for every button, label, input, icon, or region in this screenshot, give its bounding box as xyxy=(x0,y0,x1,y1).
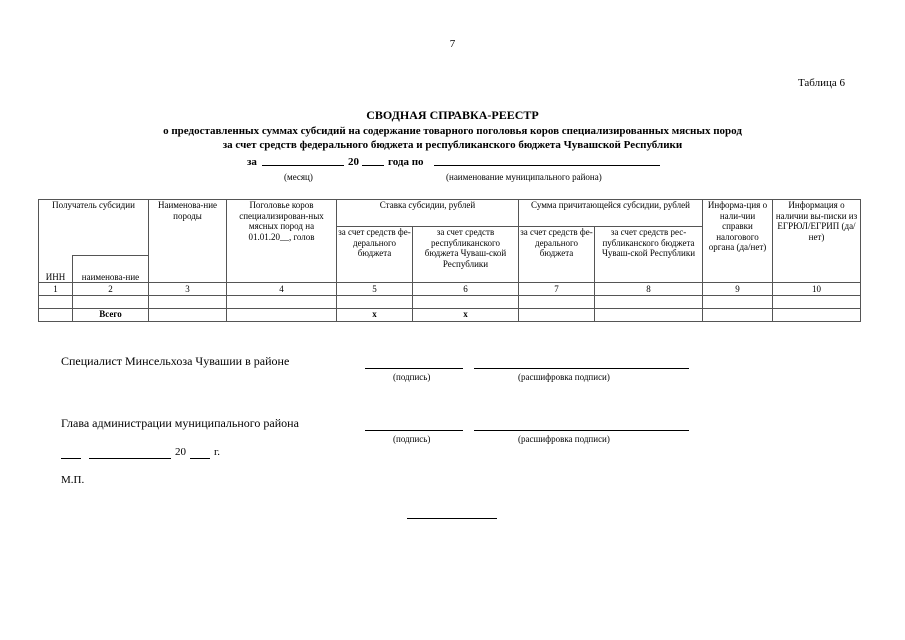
hint-signature: (подпись) xyxy=(393,434,431,444)
table-row[interactable] xyxy=(39,296,861,309)
total-x-mark: х xyxy=(337,309,413,322)
date-suffix: г. xyxy=(214,446,221,458)
document-subtitle xyxy=(0,124,905,152)
header-recipient: Получатель субсидии xyxy=(39,200,149,256)
date-year-blank[interactable] xyxy=(190,458,210,459)
subtitle-line-2: за счет средств федерального бюджета и республиканского бюджета Чувашской Республики xyxy=(222,139,683,151)
table-cell[interactable] xyxy=(149,309,227,322)
table-cell[interactable] xyxy=(595,309,703,322)
header-breed: Наименова-ние породы xyxy=(149,200,227,283)
footer-separator xyxy=(407,518,497,519)
header-tax-certificate: Информа-ция о нали-чии справки налогового органа (да/нет) xyxy=(703,200,773,283)
header-recipient-name: наименова-ние xyxy=(73,256,149,283)
table-cell[interactable] xyxy=(227,309,337,322)
hint-decoding: (расшифровка подписи) xyxy=(518,372,610,382)
table-cell[interactable] xyxy=(519,296,595,309)
table-number: Таблица 6 xyxy=(797,77,845,89)
table-cell[interactable] xyxy=(73,296,149,309)
page-number: 7 xyxy=(449,38,456,50)
hint-decoding: (расшифровка подписи) xyxy=(518,434,610,444)
header-egrul: Информация о наличии вы-писки из ЕГРЮЛ/ЕГРИП (да/нет) xyxy=(773,200,861,283)
table-cell[interactable] xyxy=(773,296,861,309)
period-year-prefix: 20 xyxy=(348,156,359,168)
header-sum: Сумма причитающейся субсидии, рублей xyxy=(519,200,703,227)
column-number: 5 xyxy=(337,283,413,296)
hint-signature: (подпись) xyxy=(393,372,431,382)
column-number: 9 xyxy=(703,283,773,296)
column-number-row xyxy=(39,283,861,296)
column-number: 1 xyxy=(39,283,73,296)
table-cell[interactable] xyxy=(337,296,413,309)
header-herd: Поголовье коров специализирован-ных мясных пород на 01.01.20__, голов xyxy=(227,200,337,283)
column-number: 2 xyxy=(73,283,149,296)
head-decoding-line[interactable] xyxy=(474,430,689,431)
head-label: Глава администрации муниципального района xyxy=(61,416,299,430)
column-number: 4 xyxy=(227,283,337,296)
table-cell[interactable] xyxy=(39,296,73,309)
period-year-suffix: года по xyxy=(388,156,424,168)
hint-district: (наименование муниципального района) xyxy=(446,172,602,182)
period-za: за xyxy=(247,156,257,168)
table-cell xyxy=(39,309,73,322)
registry-table xyxy=(38,199,861,322)
column-number: 10 xyxy=(773,283,861,296)
hint-month: (месяц) xyxy=(284,172,313,182)
table-cell[interactable] xyxy=(703,309,773,322)
stamp-label: М.П. xyxy=(61,474,85,486)
specialist-label: Специалист Минсельхоза Чувашии в районе xyxy=(61,354,290,368)
table-cell[interactable] xyxy=(595,296,703,309)
date-day-blank[interactable] xyxy=(61,458,81,459)
table-cell[interactable] xyxy=(413,296,519,309)
total-x-mark: х xyxy=(413,309,519,322)
column-number: 8 xyxy=(595,283,703,296)
specialist-decoding-line[interactable] xyxy=(474,368,689,369)
header-inn: ИНН xyxy=(39,256,73,283)
header-rate-republic: за счет средств республиканского бюджета Чуваш-ской Республики xyxy=(413,227,519,283)
table-cell[interactable] xyxy=(227,296,337,309)
date-month-blank[interactable] xyxy=(89,458,171,459)
head-signature-line[interactable] xyxy=(365,430,463,431)
header-rate-federal: за счет средств фе-дерального бюджета xyxy=(337,227,413,283)
column-number: 6 xyxy=(413,283,519,296)
table-cell[interactable] xyxy=(773,309,861,322)
table-cell[interactable] xyxy=(703,296,773,309)
total-label: Всего xyxy=(73,309,149,322)
header-sum-republic: за счет средств рес-публиканского бюджета Чуваш-ской Республики xyxy=(595,227,703,283)
column-number: 7 xyxy=(519,283,595,296)
document-title: СВОДНАЯ СПРАВКА-РЕЕСТР xyxy=(366,108,539,122)
header-sum-federal: за счет средств фе-дерального бюджета xyxy=(519,227,595,283)
table-cell[interactable] xyxy=(149,296,227,309)
specialist-signature-line[interactable] xyxy=(365,368,463,369)
date-year-prefix: 20 xyxy=(175,446,186,458)
subtitle-line-1: о предоставленных суммах субсидий на содержание товарного поголовья коров специализированных мясных пород xyxy=(163,125,742,137)
table-cell[interactable] xyxy=(519,309,595,322)
total-row xyxy=(39,309,861,322)
header-rate: Ставка субсидии, рублей xyxy=(337,200,519,227)
column-number: 3 xyxy=(149,283,227,296)
